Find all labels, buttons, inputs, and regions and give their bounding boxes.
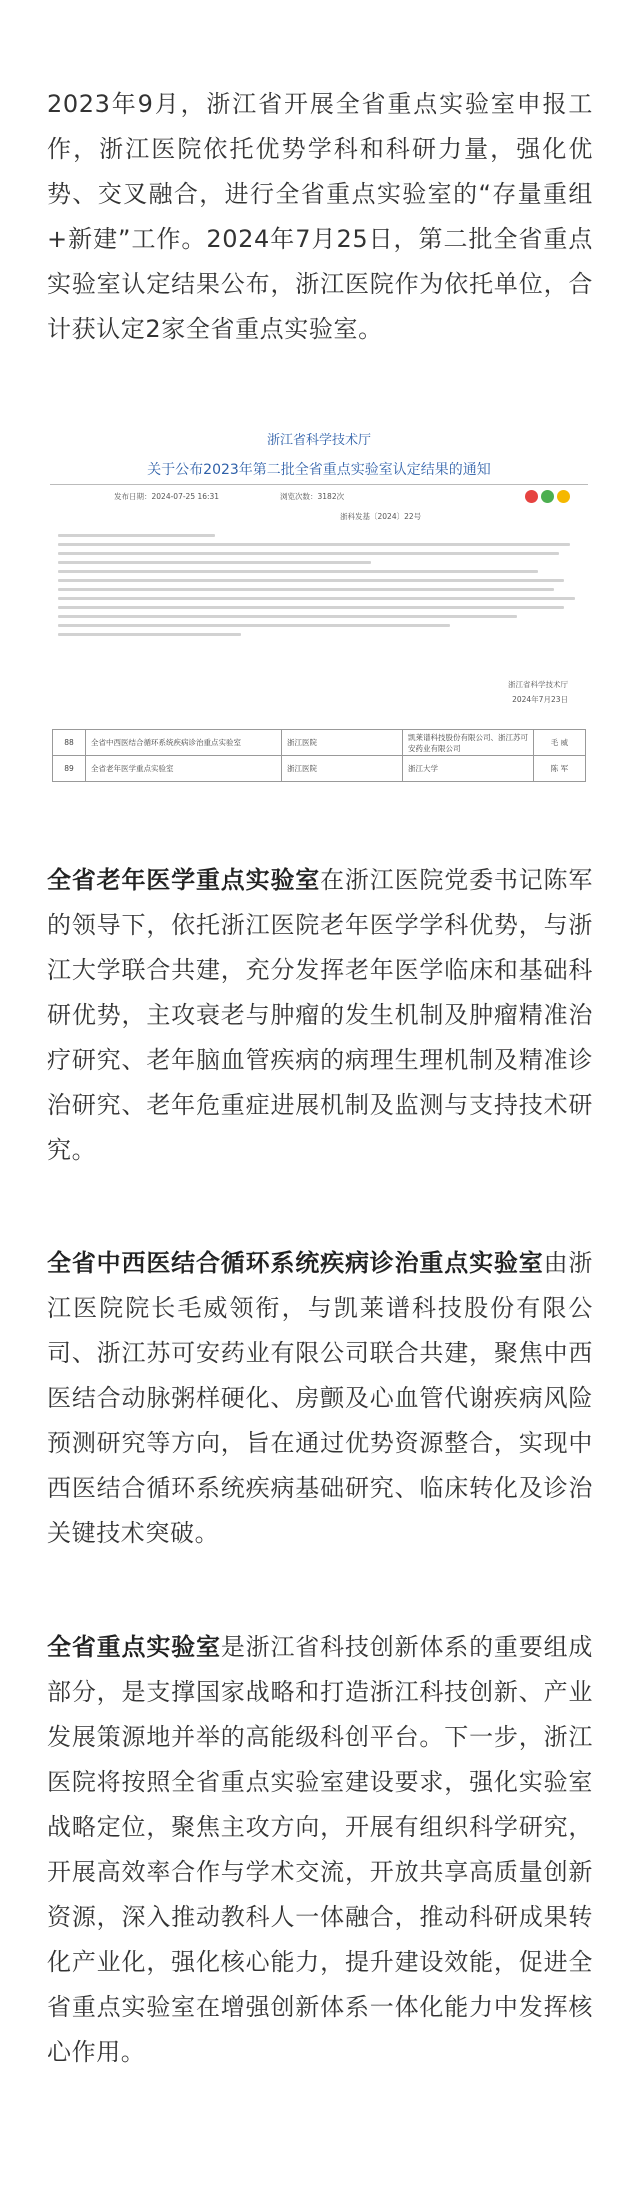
qzone-share-icon[interactable] bbox=[557, 490, 570, 503]
lab2-text: 由浙江医院院长毛威领衔，与凯莱谱科技股份有限公司、浙江苏可安药业有限公司联合共建，聚焦中西医结合动脉粥样硬化、房颤及心血管代谢疾病风险预测研究等方向，旨在通过优势资源整合，实现中西医结合循环系统疾病基础研究、临床转化及诊治关键技术突破。 bbox=[47, 1249, 594, 1547]
lab-head: 毛 威 bbox=[534, 730, 586, 756]
partner-units: 凯莱谱科技股份有限公司、浙江苏可安药业有限公司 bbox=[403, 730, 534, 756]
closing-paragraph bbox=[47, 1625, 593, 2075]
notice-doc-number: 浙科发基〔2024〕22号 bbox=[340, 512, 422, 521]
notice-title: 关于公布2023年第二批全省重点实验室认定结果的通知 bbox=[147, 462, 491, 478]
row-number: 89 bbox=[53, 756, 86, 782]
notice-org: 浙江省科学技术厅 bbox=[266, 433, 371, 448]
intro-paragraph: 2023年9月，浙江省开展全省重点实验室申报工作，浙江医院依托优势学科和科研力量，强化优势、交叉融合，进行全省重点实验室的“存量重组+新建”工作。2024年7月25日，第二批全省重点实验室认定结果公布，浙江医院作为依托单位，合计获认定2家全省重点实验室。 bbox=[47, 90, 593, 343]
notice-result-table bbox=[52, 729, 586, 782]
notice-signature: 浙江省科学技术厅 bbox=[508, 680, 568, 689]
notice-divider bbox=[50, 484, 588, 485]
table-row bbox=[53, 730, 586, 756]
lab-name: 全省中西医结合循环系统疾病诊治重点实验室 bbox=[86, 730, 282, 756]
notice-views: 浏览次数：3182次 bbox=[280, 492, 345, 501]
wechat-share-icon[interactable] bbox=[541, 490, 554, 503]
table-row bbox=[53, 756, 586, 782]
lab2-paragraph bbox=[47, 1241, 593, 1556]
lab1-name: 全省老年医学重点实验室 bbox=[47, 866, 321, 894]
notice-signature-date: 2024年7月23日 bbox=[512, 695, 568, 704]
weibo-share-icon[interactable] bbox=[525, 490, 538, 503]
lab1-paragraph bbox=[47, 858, 593, 1173]
lab-name: 全省老年医学重点实验室 bbox=[86, 756, 282, 782]
notice-screenshot bbox=[50, 423, 588, 808]
host-unit: 浙江医院 bbox=[282, 730, 403, 756]
lab2-name: 全省中西医结合循环系统疾病诊治重点实验室 bbox=[47, 1249, 544, 1277]
lab-head: 陈 军 bbox=[534, 756, 586, 782]
host-unit: 浙江医院 bbox=[282, 756, 403, 782]
lab1-text: 在浙江医院党委书记陈军的领导下，依托浙江医院老年医学学科优势，与浙江大学联合共建，充分发挥老年医学临床和基础科研优势，主攻衰老与肿瘤的发生机制及肿瘤精准治疗研究、老年脑血管疾病的病理生理机制及精准诊治研究、老年危重症进展机制及监测与支持技术研究。 bbox=[47, 866, 593, 1164]
closing-name: 全省重点实验室 bbox=[47, 1633, 221, 1661]
notice-body-text bbox=[58, 528, 580, 642]
row-number: 88 bbox=[53, 730, 86, 756]
partner-units: 浙江大学 bbox=[403, 756, 534, 782]
notice-publish-time: 发布日期：2024-07-25 16:31 bbox=[114, 492, 220, 501]
closing-text: 是浙江省科技创新体系的重要组成部分，是支撑国家战略和打造浙江科技创新、产业发展策源地并举的高能级科创平台。下一步，浙江医院将按照全省重点实验室建设要求，强化实验室战略定位，聚焦主攻方向，开展有组织科学研究，开展高效率合作与学术交流，开放共享高质量创新资源，深入推动教科人一体融合，推动科研成果转化产业化，强化核心能力，提升建设效能，促进全省重点实验室在增强创新体系一体化能力中发挥核心作用。 bbox=[47, 1633, 594, 2066]
